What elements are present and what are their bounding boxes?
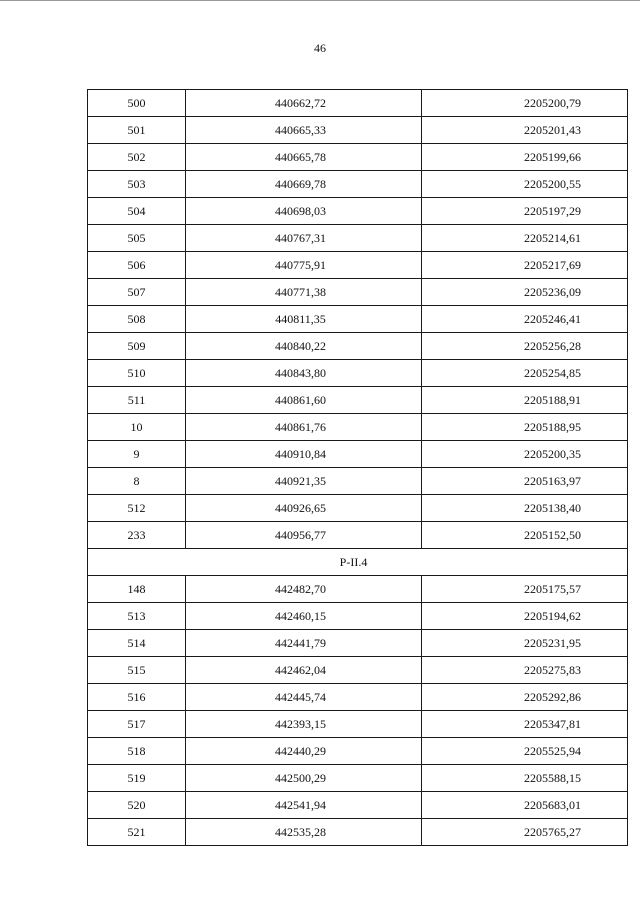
x-coordinate-cell: 442541,94 bbox=[186, 792, 422, 819]
y-coordinate-cell: 2205683,01 bbox=[422, 792, 628, 819]
y-coordinate-cell: 2205199,66 bbox=[422, 144, 628, 171]
y-coordinate-cell: 2205200,55 bbox=[422, 171, 628, 198]
point-number-cell: 521 bbox=[88, 819, 186, 846]
table-row bbox=[88, 198, 628, 225]
x-coordinate-cell: 440665,33 bbox=[186, 117, 422, 144]
x-coordinate-cell: 440926,65 bbox=[186, 495, 422, 522]
y-coordinate-cell: 2205217,69 bbox=[422, 252, 628, 279]
table-row bbox=[88, 225, 628, 252]
coordinates-table-body bbox=[88, 90, 628, 846]
y-coordinate-cell: 2205163,97 bbox=[422, 468, 628, 495]
x-coordinate-cell: 442535,28 bbox=[186, 819, 422, 846]
x-coordinate-cell: 440775,91 bbox=[186, 252, 422, 279]
x-coordinate-cell: 440861,60 bbox=[186, 387, 422, 414]
point-number-cell: 515 bbox=[88, 657, 186, 684]
table-row bbox=[88, 387, 628, 414]
table-row bbox=[88, 576, 628, 603]
point-number-cell: 516 bbox=[88, 684, 186, 711]
y-coordinate-cell: 2205256,28 bbox=[422, 333, 628, 360]
page-number: 46 bbox=[314, 41, 326, 55]
x-coordinate-cell: 442441,79 bbox=[186, 630, 422, 657]
table-row bbox=[88, 684, 628, 711]
point-number-cell: 501 bbox=[88, 117, 186, 144]
y-coordinate-cell: 2205347,81 bbox=[422, 711, 628, 738]
y-coordinate-cell: 2205588,15 bbox=[422, 765, 628, 792]
x-coordinate-cell: 440843,80 bbox=[186, 360, 422, 387]
table-row bbox=[88, 171, 628, 198]
point-number-cell: 517 bbox=[88, 711, 186, 738]
y-coordinate-cell: 2205200,79 bbox=[422, 90, 628, 117]
y-coordinate-cell: 2205188,91 bbox=[422, 387, 628, 414]
table-row bbox=[88, 522, 628, 549]
table-row bbox=[88, 657, 628, 684]
table-row bbox=[88, 630, 628, 657]
y-coordinate-cell: 2205292,86 bbox=[422, 684, 628, 711]
y-coordinate-cell: 2205275,83 bbox=[422, 657, 628, 684]
x-coordinate-cell: 442393,15 bbox=[186, 711, 422, 738]
point-number-cell: 10 bbox=[88, 414, 186, 441]
point-number-cell: 511 bbox=[88, 387, 186, 414]
point-number-cell: 504 bbox=[88, 198, 186, 225]
y-coordinate-cell: 2205152,50 bbox=[422, 522, 628, 549]
table-row bbox=[88, 414, 628, 441]
table-row bbox=[88, 495, 628, 522]
table-row bbox=[88, 90, 628, 117]
x-coordinate-cell: 440956,77 bbox=[186, 522, 422, 549]
y-coordinate-cell: 2205197,29 bbox=[422, 198, 628, 225]
point-number-cell: 9 bbox=[88, 441, 186, 468]
page-top-rule bbox=[0, 0, 640, 1]
x-coordinate-cell: 440662,72 bbox=[186, 90, 422, 117]
x-coordinate-cell: 442482,70 bbox=[186, 576, 422, 603]
x-coordinate-cell: 440771,38 bbox=[186, 279, 422, 306]
point-number-cell: 505 bbox=[88, 225, 186, 252]
table-row bbox=[88, 603, 628, 630]
y-coordinate-cell: 2205200,35 bbox=[422, 441, 628, 468]
point-number-cell: 8 bbox=[88, 468, 186, 495]
x-coordinate-cell: 440910,84 bbox=[186, 441, 422, 468]
y-coordinate-cell: 2205201,43 bbox=[422, 117, 628, 144]
table-row bbox=[88, 711, 628, 738]
y-coordinate-cell: 2205188,95 bbox=[422, 414, 628, 441]
x-coordinate-cell: 442440,29 bbox=[186, 738, 422, 765]
point-number-cell: 518 bbox=[88, 738, 186, 765]
y-coordinate-cell: 2205214,61 bbox=[422, 225, 628, 252]
y-coordinate-cell: 2205525,94 bbox=[422, 738, 628, 765]
table-row bbox=[88, 279, 628, 306]
table-row bbox=[88, 306, 628, 333]
point-number-cell: 514 bbox=[88, 630, 186, 657]
y-coordinate-cell: 2205246,41 bbox=[422, 306, 628, 333]
x-coordinate-cell: 442462,04 bbox=[186, 657, 422, 684]
y-coordinate-cell: 2205231,95 bbox=[422, 630, 628, 657]
section-title: P-II.4 bbox=[88, 549, 628, 576]
x-coordinate-cell: 440767,31 bbox=[186, 225, 422, 252]
x-coordinate-cell: 442460,15 bbox=[186, 603, 422, 630]
table-row bbox=[88, 765, 628, 792]
y-coordinate-cell: 2205175,57 bbox=[422, 576, 628, 603]
y-coordinate-cell: 2205236,09 bbox=[422, 279, 628, 306]
table-row bbox=[88, 360, 628, 387]
y-coordinate-cell: 2205254,85 bbox=[422, 360, 628, 387]
point-number-cell: 513 bbox=[88, 603, 186, 630]
x-coordinate-cell: 440861,76 bbox=[186, 414, 422, 441]
point-number-cell: 507 bbox=[88, 279, 186, 306]
table-row bbox=[88, 738, 628, 765]
table-row bbox=[88, 144, 628, 171]
section-row bbox=[88, 549, 628, 576]
point-number-cell: 512 bbox=[88, 495, 186, 522]
point-number-cell: 500 bbox=[88, 90, 186, 117]
point-number-cell: 520 bbox=[88, 792, 186, 819]
x-coordinate-cell: 440698,03 bbox=[186, 198, 422, 225]
table-row bbox=[88, 333, 628, 360]
x-coordinate-cell: 440921,35 bbox=[186, 468, 422, 495]
point-number-cell: 233 bbox=[88, 522, 186, 549]
point-number-cell: 510 bbox=[88, 360, 186, 387]
x-coordinate-cell: 442500,29 bbox=[186, 765, 422, 792]
point-number-cell: 519 bbox=[88, 765, 186, 792]
table-row bbox=[88, 117, 628, 144]
point-number-cell: 503 bbox=[88, 171, 186, 198]
y-coordinate-cell: 2205765,27 bbox=[422, 819, 628, 846]
y-coordinate-cell: 2205138,40 bbox=[422, 495, 628, 522]
table-row bbox=[88, 441, 628, 468]
x-coordinate-cell: 442445,74 bbox=[186, 684, 422, 711]
point-number-cell: 148 bbox=[88, 576, 186, 603]
point-number-cell: 506 bbox=[88, 252, 186, 279]
y-coordinate-cell: 2205194,62 bbox=[422, 603, 628, 630]
coordinates-table bbox=[87, 89, 628, 846]
table-row bbox=[88, 819, 628, 846]
point-number-cell: 508 bbox=[88, 306, 186, 333]
x-coordinate-cell: 440665,78 bbox=[186, 144, 422, 171]
table-row bbox=[88, 468, 628, 495]
x-coordinate-cell: 440811,35 bbox=[186, 306, 422, 333]
table-row bbox=[88, 792, 628, 819]
table-row bbox=[88, 252, 628, 279]
point-number-cell: 502 bbox=[88, 144, 186, 171]
point-number-cell: 509 bbox=[88, 333, 186, 360]
x-coordinate-cell: 440669,78 bbox=[186, 171, 422, 198]
x-coordinate-cell: 440840,22 bbox=[186, 333, 422, 360]
